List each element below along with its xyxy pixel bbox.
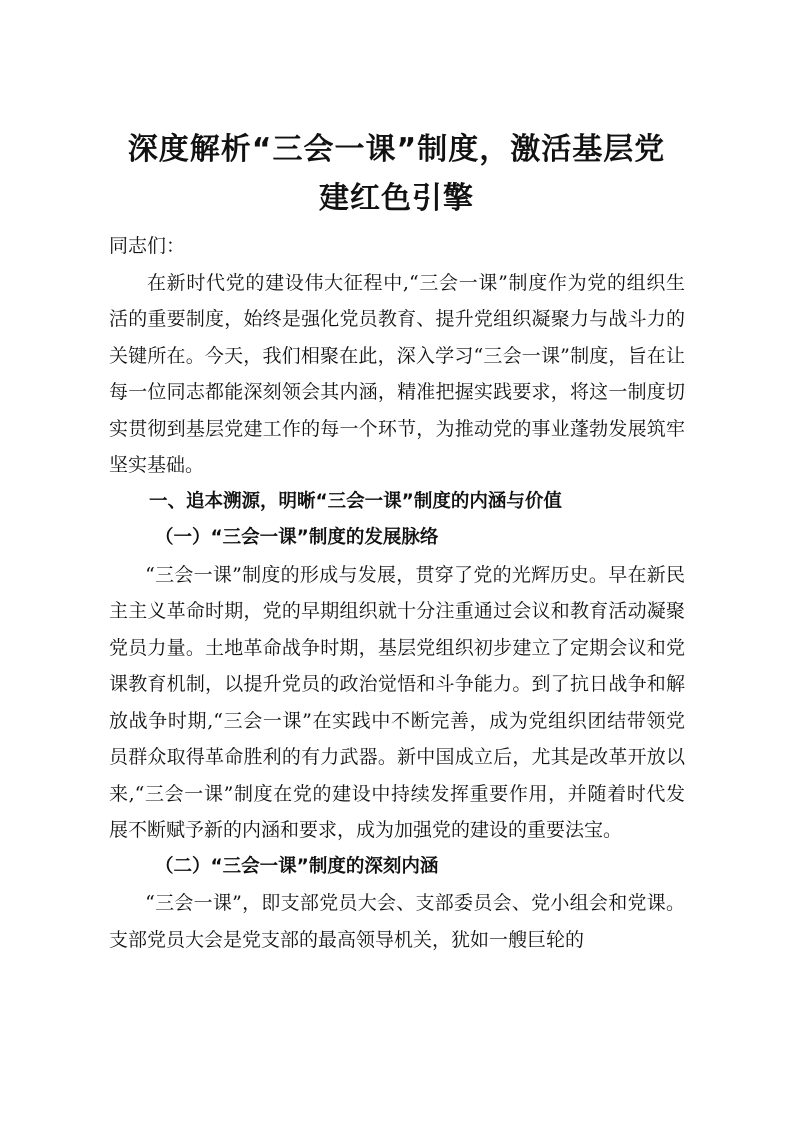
salutation: 同志们： (109, 235, 186, 257)
document-body (109, 228, 685, 958)
subsection-1-heading: （一）“三会一课”制度的发展脉络 (155, 527, 439, 548)
title-line-1: 深度解析“三会一课”制度，激活基层党 (127, 132, 666, 168)
subsection-1-paragraph: “三会一课”制度的形成与发展，贯穿了党的光辉历史。早在新民主主义革命时期，党的早期组织就十分注重通过会议和教育活动凝聚党员力量。土地革命战争时期，基层党组织初步建立了定期会议和党课教育机制，以提升党员的政治觉悟和斗争能力。到了抗日战争和解放战争时期,“三会一课”在实践中不断完善，成为党组织团结带领党员群众取得革命胜利的有力武器。新中国成立后，尤其是改革开放以来,“三会一课”制度在党的建设中持续发挥重要作用，并随着时代发展不断赋予新的内涵和要求，成为加强党的建设的重要法宝。 (109, 563, 685, 841)
subsection-2-paragraph: “三会一课”，即支部党员大会、支部委员会、党小组会和党课。支部党员大会是党支部的最高领导机关，犹如一艘巨轮的 (109, 892, 685, 951)
title-line-2: 建红色引擎 (319, 181, 474, 217)
section-1-heading: 一、追本溯源，明晰“三会一课”制度的内涵与价值 (149, 490, 562, 512)
document-title (100, 125, 693, 223)
intro-paragraph: 在新时代党的建设伟大征程中,“三会一课”制度作为党的组织生活的重要制度，始终是强化党员教育、提升党组织凝聚力与战斗力的关键所在。今天，我们相聚在此，深入学习“三会一课”制度，旨在让每一位同志都能深刻领会其内涵，精准把握实践要求，将这一制度切实贯彻到基层党建工作的每一个环节，为推动党的事业蓬勃发展筑牢坚实基础。 (109, 271, 685, 476)
subsection-2-heading: （二）“三会一课”制度的深刻内涵 (155, 855, 439, 877)
